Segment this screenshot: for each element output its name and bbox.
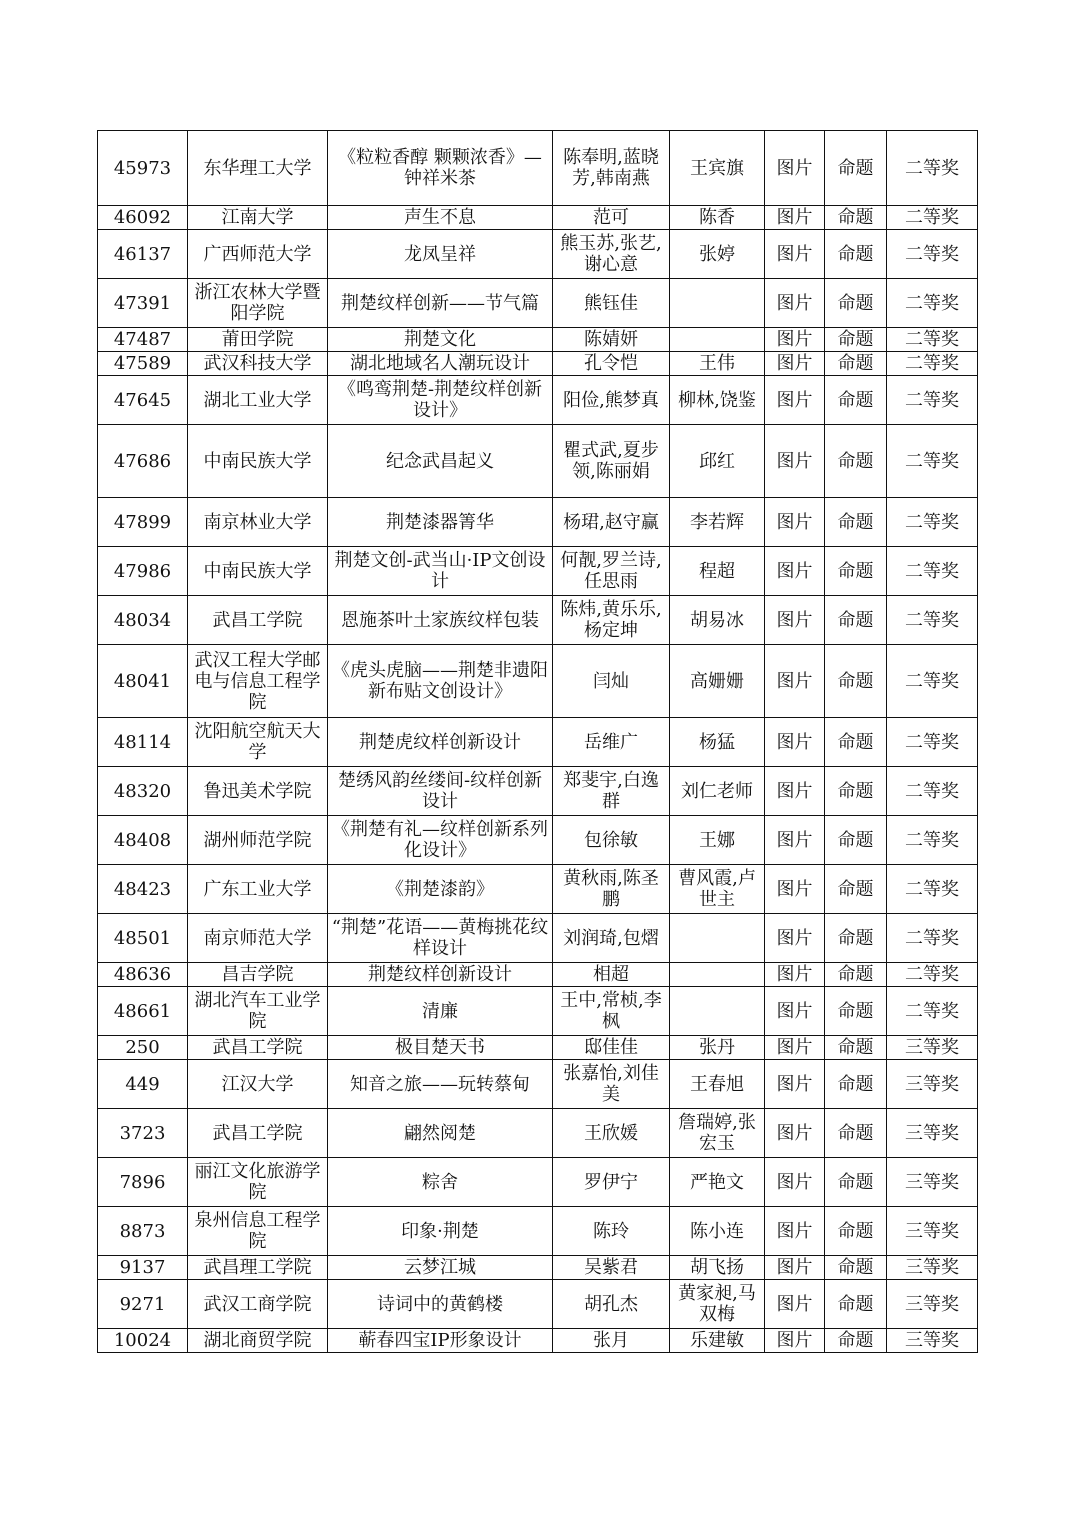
cell-type: 图片 xyxy=(765,1036,825,1060)
cell-school: 东华理工大学 xyxy=(188,131,328,206)
table-row xyxy=(98,1060,978,1109)
cell-authors: 包徐敏 xyxy=(553,816,670,865)
cell-authors: 陈炜,黄乐乐,杨定坤 xyxy=(553,596,670,645)
table-row xyxy=(98,865,978,914)
cell-type: 图片 xyxy=(765,1256,825,1280)
cell-authors: 胡孔杰 xyxy=(553,1280,670,1329)
cell-authors: 王欣媛 xyxy=(553,1109,670,1158)
cell-id: 9137 xyxy=(98,1256,188,1280)
cell-advisor: 杨猛 xyxy=(670,718,765,767)
cell-title: 荆楚漆器箐华 xyxy=(328,498,553,547)
cell-id: 48423 xyxy=(98,865,188,914)
table-row xyxy=(98,376,978,425)
cell-award: 二等奖 xyxy=(887,816,978,865)
table-row xyxy=(98,1329,978,1353)
cell-advisor: 张丹 xyxy=(670,1036,765,1060)
cell-category: 命题 xyxy=(825,230,887,279)
table-row xyxy=(98,547,978,596)
cell-award: 三等奖 xyxy=(887,1329,978,1353)
cell-title: 印象·荆楚 xyxy=(328,1207,553,1256)
cell-school: 浙江农林大学暨阳学院 xyxy=(188,279,328,328)
cell-id: 48041 xyxy=(98,645,188,718)
cell-school: 武昌工学院 xyxy=(188,1036,328,1060)
cell-award: 二等奖 xyxy=(887,718,978,767)
cell-category: 命题 xyxy=(825,865,887,914)
cell-school: 昌吉学院 xyxy=(188,963,328,987)
cell-school: 江南大学 xyxy=(188,206,328,230)
cell-title: 诗词中的黄鹤楼 xyxy=(328,1280,553,1329)
cell-school: 中南民族大学 xyxy=(188,547,328,596)
cell-school: 湖北商贸学院 xyxy=(188,1329,328,1353)
table-row xyxy=(98,230,978,279)
cell-id: 9271 xyxy=(98,1280,188,1329)
cell-id: 48034 xyxy=(98,596,188,645)
cell-category: 命题 xyxy=(825,1060,887,1109)
cell-category: 命题 xyxy=(825,767,887,816)
cell-type: 图片 xyxy=(765,206,825,230)
table-row xyxy=(98,987,978,1036)
cell-award: 二等奖 xyxy=(887,131,978,206)
cell-category: 命题 xyxy=(825,1109,887,1158)
cell-school: 南京师范大学 xyxy=(188,914,328,963)
cell-category: 命题 xyxy=(825,963,887,987)
cell-award: 二等奖 xyxy=(887,498,978,547)
cell-title: 云梦江城 xyxy=(328,1256,553,1280)
table-row xyxy=(98,963,978,987)
cell-authors: 闫灿 xyxy=(553,645,670,718)
awards-table xyxy=(97,130,978,1353)
cell-school: 中南民族大学 xyxy=(188,425,328,498)
cell-title: 楚绣风韵丝缕间-纹样创新设计 xyxy=(328,767,553,816)
cell-title: 荆楚纹样创新设计 xyxy=(328,963,553,987)
cell-school: 丽江文化旅游学院 xyxy=(188,1158,328,1207)
cell-authors: 陈玲 xyxy=(553,1207,670,1256)
cell-award: 二等奖 xyxy=(887,230,978,279)
cell-type: 图片 xyxy=(765,1280,825,1329)
cell-authors: 相超 xyxy=(553,963,670,987)
cell-type: 图片 xyxy=(765,865,825,914)
cell-advisor: 黄家昶,马双梅 xyxy=(670,1280,765,1329)
cell-school: 武汉科技大学 xyxy=(188,352,328,376)
cell-advisor xyxy=(670,279,765,328)
cell-category: 命题 xyxy=(825,376,887,425)
cell-award: 三等奖 xyxy=(887,1280,978,1329)
cell-title: 极目楚天书 xyxy=(328,1036,553,1060)
cell-school: 武昌工学院 xyxy=(188,1109,328,1158)
cell-authors: 何靓,罗兰诗,任思雨 xyxy=(553,547,670,596)
cell-id: 48320 xyxy=(98,767,188,816)
cell-type: 图片 xyxy=(765,596,825,645)
cell-award: 二等奖 xyxy=(887,914,978,963)
cell-id: 47391 xyxy=(98,279,188,328)
cell-type: 图片 xyxy=(765,816,825,865)
cell-authors: 张嘉怡,刘佳美 xyxy=(553,1060,670,1109)
table-row xyxy=(98,1036,978,1060)
cell-authors: 黄秋雨,陈圣鹏 xyxy=(553,865,670,914)
cell-authors: 邸佳佳 xyxy=(553,1036,670,1060)
cell-advisor: 高姗姗 xyxy=(670,645,765,718)
cell-title: 龙凤呈祥 xyxy=(328,230,553,279)
cell-type: 图片 xyxy=(765,1109,825,1158)
cell-title: 声生不息 xyxy=(328,206,553,230)
cell-award: 二等奖 xyxy=(887,425,978,498)
cell-school: 湖北工业大学 xyxy=(188,376,328,425)
cell-award: 二等奖 xyxy=(887,328,978,352)
cell-id: 48501 xyxy=(98,914,188,963)
cell-authors: 瞿式武,夏步领,陈丽娟 xyxy=(553,425,670,498)
cell-type: 图片 xyxy=(765,279,825,328)
cell-type: 图片 xyxy=(765,131,825,206)
cell-type: 图片 xyxy=(765,645,825,718)
table-row xyxy=(98,1207,978,1256)
cell-id: 48661 xyxy=(98,987,188,1036)
cell-authors: 熊玉苏,张艺,谢心意 xyxy=(553,230,670,279)
cell-school: 广西师范大学 xyxy=(188,230,328,279)
cell-advisor xyxy=(670,328,765,352)
cell-title: 蕲春四宝IP形象设计 xyxy=(328,1329,553,1353)
cell-advisor xyxy=(670,914,765,963)
cell-category: 命题 xyxy=(825,1036,887,1060)
cell-title: 荆楚纹样创新——节气篇 xyxy=(328,279,553,328)
cell-authors: 罗伊宁 xyxy=(553,1158,670,1207)
cell-id: 48114 xyxy=(98,718,188,767)
cell-authors: 范可 xyxy=(553,206,670,230)
table-row xyxy=(98,645,978,718)
cell-school: 湖北汽车工业学院 xyxy=(188,987,328,1036)
cell-title: 荆楚虎纹样创新设计 xyxy=(328,718,553,767)
cell-id: 3723 xyxy=(98,1109,188,1158)
cell-school: 南京林业大学 xyxy=(188,498,328,547)
cell-title: 清廉 xyxy=(328,987,553,1036)
table-row xyxy=(98,1280,978,1329)
cell-school: 江汉大学 xyxy=(188,1060,328,1109)
cell-award: 二等奖 xyxy=(887,963,978,987)
cell-type: 图片 xyxy=(765,1060,825,1109)
cell-id: 48408 xyxy=(98,816,188,865)
table-row xyxy=(98,1109,978,1158)
cell-category: 命题 xyxy=(825,279,887,328)
cell-advisor: 王娜 xyxy=(670,816,765,865)
cell-authors: 吴紫君 xyxy=(553,1256,670,1280)
cell-title: 湖北地域名人潮玩设计 xyxy=(328,352,553,376)
cell-id: 47899 xyxy=(98,498,188,547)
cell-advisor: 张婷 xyxy=(670,230,765,279)
cell-advisor: 乐建敏 xyxy=(670,1329,765,1353)
cell-type: 图片 xyxy=(765,718,825,767)
cell-id: 47589 xyxy=(98,352,188,376)
cell-school: 鲁迅美术学院 xyxy=(188,767,328,816)
cell-id: 47686 xyxy=(98,425,188,498)
cell-type: 图片 xyxy=(765,328,825,352)
cell-award: 三等奖 xyxy=(887,1158,978,1207)
table-row xyxy=(98,914,978,963)
cell-school: 湖州师范学院 xyxy=(188,816,328,865)
cell-category: 命题 xyxy=(825,1329,887,1353)
cell-id: 45973 xyxy=(98,131,188,206)
cell-category: 命题 xyxy=(825,914,887,963)
cell-category: 命题 xyxy=(825,425,887,498)
cell-title: 恩施茶叶土家族纹样包装 xyxy=(328,596,553,645)
table-row xyxy=(98,718,978,767)
cell-type: 图片 xyxy=(765,547,825,596)
cell-type: 图片 xyxy=(765,376,825,425)
cell-category: 命题 xyxy=(825,1158,887,1207)
cell-school: 武昌理工学院 xyxy=(188,1256,328,1280)
cell-advisor: 王伟 xyxy=(670,352,765,376)
cell-award: 二等奖 xyxy=(887,376,978,425)
cell-award: 三等奖 xyxy=(887,1060,978,1109)
cell-id: 47487 xyxy=(98,328,188,352)
table-row xyxy=(98,767,978,816)
table-row xyxy=(98,425,978,498)
cell-category: 命题 xyxy=(825,328,887,352)
cell-type: 图片 xyxy=(765,1158,825,1207)
cell-title: 《粒粒香醇 颗颗浓香》—钟祥米茶 xyxy=(328,131,553,206)
cell-award: 二等奖 xyxy=(887,352,978,376)
cell-id: 10024 xyxy=(98,1329,188,1353)
cell-school: 沈阳航空航天大学 xyxy=(188,718,328,767)
cell-category: 命题 xyxy=(825,596,887,645)
table-row xyxy=(98,596,978,645)
cell-advisor: 柳林,饶鉴 xyxy=(670,376,765,425)
cell-title: “荆楚”花语——黄梅挑花纹样设计 xyxy=(328,914,553,963)
cell-id: 46137 xyxy=(98,230,188,279)
cell-title: 粽舍 xyxy=(328,1158,553,1207)
cell-advisor: 胡易冰 xyxy=(670,596,765,645)
cell-category: 命题 xyxy=(825,1256,887,1280)
cell-id: 250 xyxy=(98,1036,188,1060)
cell-authors: 孔令恺 xyxy=(553,352,670,376)
cell-school: 莆田学院 xyxy=(188,328,328,352)
table-row xyxy=(98,206,978,230)
cell-authors: 王中,常桢,李枫 xyxy=(553,987,670,1036)
cell-authors: 阳俭,熊梦真 xyxy=(553,376,670,425)
cell-category: 命题 xyxy=(825,352,887,376)
cell-title: 《鸣鸾荆楚-荆楚纹样创新设计》 xyxy=(328,376,553,425)
cell-authors: 刘润琦,包熠 xyxy=(553,914,670,963)
cell-category: 命题 xyxy=(825,816,887,865)
cell-category: 命题 xyxy=(825,718,887,767)
cell-award: 三等奖 xyxy=(887,1207,978,1256)
table-row xyxy=(98,328,978,352)
cell-advisor xyxy=(670,987,765,1036)
cell-type: 图片 xyxy=(765,987,825,1036)
cell-type: 图片 xyxy=(765,352,825,376)
cell-id: 8873 xyxy=(98,1207,188,1256)
cell-advisor: 邱红 xyxy=(670,425,765,498)
table-body xyxy=(98,131,978,1353)
cell-award: 二等奖 xyxy=(887,547,978,596)
cell-title: 荆楚文创-武当山·IP文创设计 xyxy=(328,547,553,596)
cell-title: 荆楚文化 xyxy=(328,328,553,352)
cell-advisor: 陈小连 xyxy=(670,1207,765,1256)
cell-title: 纪念武昌起义 xyxy=(328,425,553,498)
cell-advisor: 王春旭 xyxy=(670,1060,765,1109)
cell-advisor: 胡飞扬 xyxy=(670,1256,765,1280)
cell-title: 知音之旅——玩转蔡甸 xyxy=(328,1060,553,1109)
cell-school: 武汉工商学院 xyxy=(188,1280,328,1329)
cell-advisor: 刘仁老师 xyxy=(670,767,765,816)
cell-award: 二等奖 xyxy=(887,865,978,914)
cell-advisor xyxy=(670,963,765,987)
table-row xyxy=(98,131,978,206)
cell-category: 命题 xyxy=(825,547,887,596)
cell-advisor: 李若辉 xyxy=(670,498,765,547)
cell-advisor: 严艳文 xyxy=(670,1158,765,1207)
table-row xyxy=(98,1158,978,1207)
table-row xyxy=(98,1256,978,1280)
cell-advisor: 陈香 xyxy=(670,206,765,230)
table-row xyxy=(98,352,978,376)
cell-id: 48636 xyxy=(98,963,188,987)
cell-advisor: 程超 xyxy=(670,547,765,596)
cell-school: 武昌工学院 xyxy=(188,596,328,645)
cell-authors: 陈奉明,蓝晓芳,韩南燕 xyxy=(553,131,670,206)
cell-school: 武汉工程大学邮电与信息工程学院 xyxy=(188,645,328,718)
cell-award: 三等奖 xyxy=(887,1036,978,1060)
cell-id: 47645 xyxy=(98,376,188,425)
cell-category: 命题 xyxy=(825,498,887,547)
cell-type: 图片 xyxy=(765,914,825,963)
cell-school: 广东工业大学 xyxy=(188,865,328,914)
cell-id: 47986 xyxy=(98,547,188,596)
cell-type: 图片 xyxy=(765,1329,825,1353)
cell-school: 泉州信息工程学院 xyxy=(188,1207,328,1256)
cell-title: 翩然阅楚 xyxy=(328,1109,553,1158)
table-row xyxy=(98,816,978,865)
cell-advisor: 詹瑞婷,张宏玉 xyxy=(670,1109,765,1158)
cell-type: 图片 xyxy=(765,767,825,816)
cell-award: 二等奖 xyxy=(887,767,978,816)
cell-type: 图片 xyxy=(765,230,825,279)
cell-category: 命题 xyxy=(825,131,887,206)
cell-authors: 岳维广 xyxy=(553,718,670,767)
cell-id: 46092 xyxy=(98,206,188,230)
cell-advisor: 王宾旗 xyxy=(670,131,765,206)
cell-award: 二等奖 xyxy=(887,279,978,328)
cell-authors: 陈婧妍 xyxy=(553,328,670,352)
cell-type: 图片 xyxy=(765,963,825,987)
cell-category: 命题 xyxy=(825,1280,887,1329)
cell-title: 《荆楚有礼—纹样创新系列化设计》 xyxy=(328,816,553,865)
cell-id: 7896 xyxy=(98,1158,188,1207)
cell-id: 449 xyxy=(98,1060,188,1109)
cell-category: 命题 xyxy=(825,206,887,230)
cell-award: 二等奖 xyxy=(887,987,978,1036)
cell-award: 二等奖 xyxy=(887,596,978,645)
cell-type: 图片 xyxy=(765,498,825,547)
cell-advisor: 曹风霞,卢世主 xyxy=(670,865,765,914)
cell-title: 《虎头虎脑——荆楚非遗阳新布贴文创设计》 xyxy=(328,645,553,718)
cell-category: 命题 xyxy=(825,645,887,718)
cell-authors: 张月 xyxy=(553,1329,670,1353)
cell-award: 二等奖 xyxy=(887,206,978,230)
cell-authors: 郑斐宇,白逸群 xyxy=(553,767,670,816)
cell-award: 二等奖 xyxy=(887,645,978,718)
table-row xyxy=(98,498,978,547)
cell-authors: 杨珺,赵守赢 xyxy=(553,498,670,547)
cell-title: 《荆楚漆韵》 xyxy=(328,865,553,914)
cell-authors: 熊钰佳 xyxy=(553,279,670,328)
cell-category: 命题 xyxy=(825,1207,887,1256)
cell-award: 三等奖 xyxy=(887,1109,978,1158)
cell-type: 图片 xyxy=(765,1207,825,1256)
cell-award: 三等奖 xyxy=(887,1256,978,1280)
table-row xyxy=(98,279,978,328)
cell-type: 图片 xyxy=(765,425,825,498)
cell-category: 命题 xyxy=(825,987,887,1036)
